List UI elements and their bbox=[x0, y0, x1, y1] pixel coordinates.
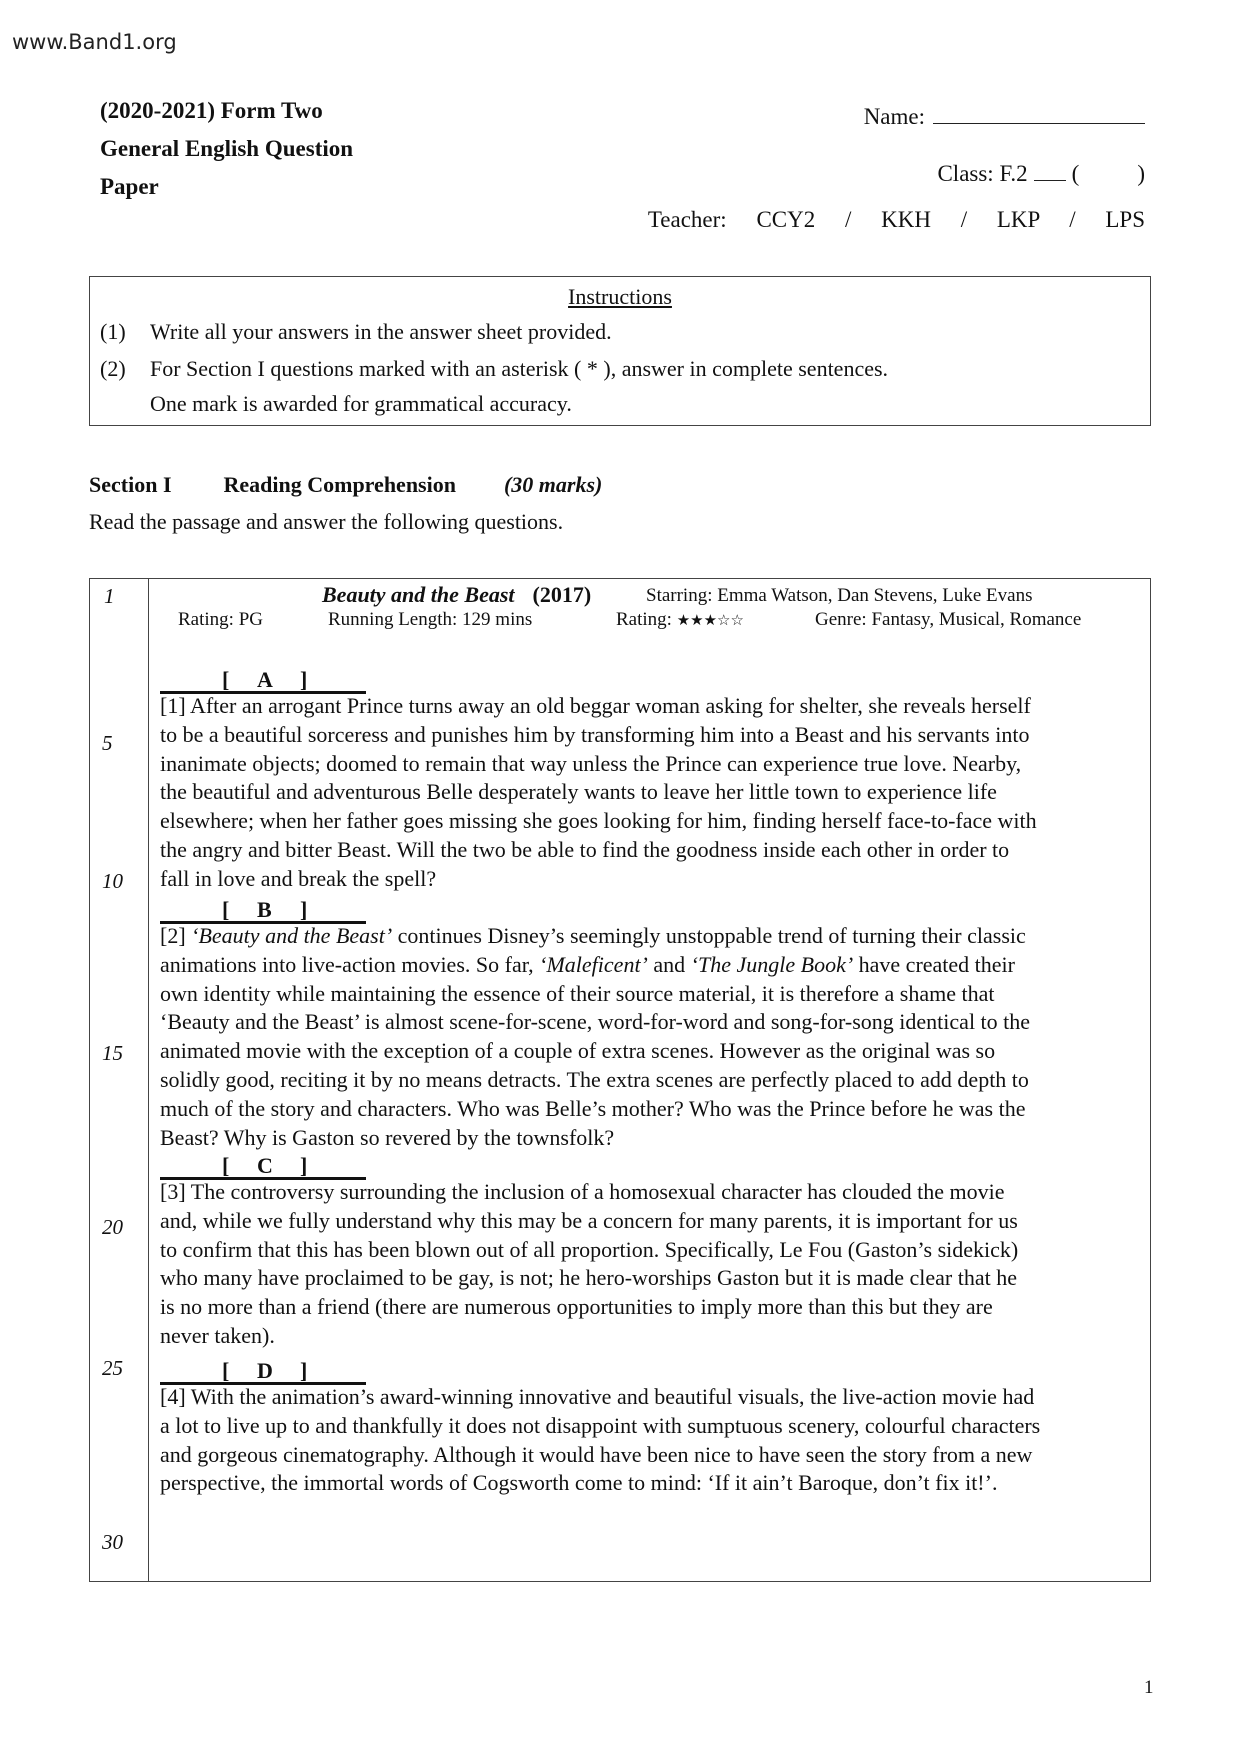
paragraph-line: elsewhere; when her father goes missing she goes looking for him, finding herself face-to-face with bbox=[160, 808, 1037, 834]
movie-running-length: Running Length: 129 mins bbox=[328, 609, 533, 630]
class-number-close: ) bbox=[1137, 161, 1145, 186]
name-field bbox=[864, 103, 1145, 130]
line-number: 5 bbox=[102, 731, 113, 755]
paragraph-line: Beast? Why is Gaston so revered by the townsfolk? bbox=[160, 1124, 615, 1150]
paragraph-line: fall in love and break the spell? bbox=[160, 865, 437, 891]
paragraph-line: who many have proclaimed to be gay, is not; he hero-worships Gaston but it is made clear that he bbox=[160, 1265, 1017, 1291]
paragraph-line: to be a beautiful sorceress and punishes him by transforming him into a Beast and his servants into bbox=[160, 721, 1030, 747]
section-instruction: Read the passage and answer the following questions. bbox=[89, 509, 564, 534]
bracket-open: [ bbox=[222, 667, 230, 692]
paragraph-2 bbox=[160, 922, 1135, 1152]
paragraph-line: animated movie with the exception of a couple of extra scenes. However as the original was so bbox=[160, 1038, 996, 1064]
class-number-open: ( bbox=[1071, 161, 1080, 186]
paragraph-number: [2] bbox=[160, 923, 186, 948]
heading-letter: D bbox=[257, 1358, 273, 1383]
film-title: ‘Beauty and the Beast’ bbox=[191, 923, 393, 948]
paragraph-line: never taken). bbox=[160, 1322, 275, 1348]
instructions-box bbox=[89, 276, 1151, 426]
paragraph-line: solidly good, reciting it by no means detracts. The extra scenes are perfectly placed to add depth to bbox=[160, 1066, 1029, 1092]
movie-genre: Genre: Fantasy, Musical, Romance bbox=[815, 609, 1082, 630]
heading-letter: C bbox=[257, 1153, 273, 1178]
paragraph-line: a lot to live up to and thankfully it does not disappoint with sumptuous scenery, colourful characters bbox=[160, 1412, 1041, 1438]
paragraph-line: to confirm that this has been blown out of all proportion. Specifically, Le Fou (Gaston’s sidekick) bbox=[160, 1236, 1019, 1262]
instruction-number: (1) bbox=[100, 319, 126, 344]
line-number: 15 bbox=[102, 1041, 123, 1065]
instructions-heading: Instructions bbox=[568, 284, 672, 309]
paper-title-line: Paper bbox=[100, 174, 159, 199]
paragraph-line: and, while we fully understand why this may be a concern for many parents, it is important for us bbox=[160, 1207, 1018, 1233]
heading-blank-a[interactable] bbox=[160, 667, 366, 694]
name-blank[interactable] bbox=[933, 103, 1145, 124]
page-number: 1 bbox=[1144, 1677, 1154, 1698]
heading-blank-d[interactable] bbox=[160, 1358, 366, 1385]
watermark-url: www.Band1.org bbox=[12, 30, 177, 54]
paragraph-line bbox=[160, 922, 1135, 951]
class-field bbox=[937, 160, 1145, 187]
teacher-option: LKP bbox=[996, 207, 1040, 232]
instruction-item bbox=[100, 391, 572, 417]
section-marks: (30 marks) bbox=[503, 472, 603, 497]
bracket-close: ] bbox=[300, 667, 308, 692]
movie-title: Beauty and the Beast bbox=[322, 582, 515, 607]
paragraph-line: the beautiful and adventurous Belle desperately wants to leave her little town to experience life bbox=[160, 779, 997, 805]
instruction-text: Write all your answers in the answer sheet provided. bbox=[150, 319, 612, 344]
paragraph-text: continues Disney’s seemingly unstoppable trend of turning their classic bbox=[397, 923, 1026, 948]
film-title: ‘The Jungle Book’ bbox=[690, 951, 854, 977]
movie-title-line bbox=[322, 582, 591, 608]
paragraph-line: is no more than a friend (there are numerous opportunities to imply more than this but they are bbox=[160, 1294, 993, 1320]
star-icons: ★★★☆☆ bbox=[676, 611, 744, 629]
paragraph-line: the angry and bitter Beast. Will the two be able to find the goodness inside each other in order to bbox=[160, 836, 1010, 862]
paragraph-line: [3] The controversy surrounding the inclusion of a homosexual character has clouded the movie bbox=[160, 1179, 1005, 1204]
paragraph-line: [4] With the animation’s award-winning innovative and beautiful visuals, the live-action movie had bbox=[160, 1384, 1035, 1409]
instruction-item bbox=[100, 319, 612, 345]
name-label: Name: bbox=[863, 104, 925, 129]
section-title: Reading Comprehension bbox=[223, 472, 456, 497]
bracket-open: [ bbox=[222, 897, 230, 922]
movie-year: (2017) bbox=[532, 582, 592, 607]
paragraph-line: [1] After an arrogant Prince turns away an old beggar woman asking for shelter, she reveals herself bbox=[160, 693, 1031, 718]
teacher-option: CCY2 bbox=[756, 207, 816, 232]
paragraph-3 bbox=[160, 1178, 1135, 1351]
instruction-number: (2) bbox=[100, 356, 126, 381]
teacher-separator: / bbox=[1069, 207, 1076, 232]
paragraph-1 bbox=[160, 692, 1135, 894]
paragraph-text: animations into live-action movies. So far, bbox=[160, 951, 534, 977]
heading-letter: B bbox=[257, 897, 272, 922]
star-rating-label: Rating: bbox=[616, 609, 672, 630]
line-number: 25 bbox=[102, 1356, 123, 1380]
teacher-option: LPS bbox=[1105, 207, 1145, 232]
paragraph-line: ‘Beauty and the Beast’ is almost scene-for-scene, word-for-word and song-for-song identical to the bbox=[160, 1009, 1031, 1035]
film-title: ‘Maleficent’ bbox=[539, 951, 648, 977]
movie-age-rating: Rating: PG bbox=[178, 609, 263, 630]
paper-title-line: General English Question bbox=[100, 136, 354, 161]
line-number-column bbox=[90, 579, 149, 1581]
teacher-option: KKH bbox=[881, 207, 931, 232]
section-number: Section I bbox=[89, 472, 172, 497]
paragraph-line bbox=[160, 951, 1135, 980]
line-number: 10 bbox=[102, 869, 123, 893]
class-blank[interactable] bbox=[1034, 160, 1066, 181]
bracket-open: [ bbox=[222, 1358, 230, 1383]
paper-title bbox=[100, 92, 353, 206]
passage-box bbox=[89, 578, 1151, 1582]
paragraph-line: and gorgeous cinematography. Although it would have been nice to have seen the story from a new bbox=[160, 1441, 1033, 1467]
bracket-open: [ bbox=[222, 1153, 230, 1178]
instruction-text: For Section I questions marked with an asterisk ( * ), answer in complete sentences. bbox=[150, 356, 889, 381]
teacher-separator: / bbox=[960, 207, 968, 232]
paragraph-4 bbox=[160, 1383, 1135, 1498]
paragraph-line: inanimate objects; doomed to remain that way unless the Prince can experience true love. Nearby, bbox=[160, 750, 1022, 776]
heading-blank-b[interactable] bbox=[160, 897, 366, 924]
teacher-separator: / bbox=[844, 207, 852, 232]
section-heading bbox=[89, 472, 602, 498]
paragraph-text: have created their bbox=[858, 951, 1015, 977]
class-label: Class: F.2 bbox=[937, 161, 1028, 186]
bracket-close: ] bbox=[300, 897, 308, 922]
movie-star-rating bbox=[616, 609, 744, 631]
heading-letter: A bbox=[257, 667, 273, 692]
teacher-field bbox=[648, 207, 1145, 233]
paragraph-line: own identity while maintaining the essence of their source material, it is therefore a shame that bbox=[160, 980, 995, 1006]
instruction-item bbox=[100, 356, 888, 382]
teacher-label: Teacher: bbox=[647, 207, 727, 232]
paragraph-line: perspective, the immortal words of Cogsworth come to mind: ‘If it ain’t Baroque, don’t fix it!’. bbox=[160, 1470, 998, 1496]
heading-blank-c[interactable] bbox=[160, 1153, 366, 1180]
paragraph-line: much of the story and characters. Who was Belle’s mother? Who was the Prince before he was the bbox=[160, 1095, 1026, 1121]
bracket-close: ] bbox=[300, 1358, 308, 1383]
line-number: 20 bbox=[102, 1215, 123, 1239]
bracket-close: ] bbox=[300, 1153, 308, 1178]
line-number: 30 bbox=[102, 1530, 123, 1554]
instruction-text: One mark is awarded for grammatical accuracy. bbox=[150, 391, 572, 416]
line-number: 1 bbox=[104, 584, 115, 608]
paper-title-line: (2020-2021) Form Two bbox=[100, 98, 323, 123]
paragraph-text: and bbox=[653, 951, 686, 977]
movie-starring: Starring: Emma Watson, Dan Stevens, Luke Evans bbox=[646, 585, 1033, 606]
